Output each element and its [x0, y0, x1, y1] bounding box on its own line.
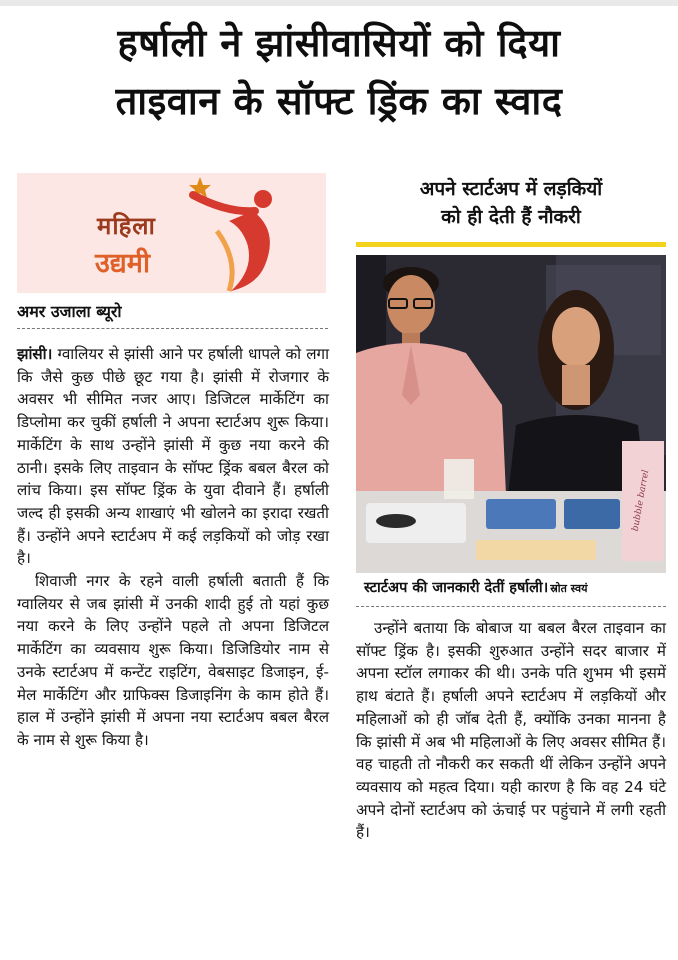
sidebar-heading-line-1: अपने स्टार्टअप में लड़कियों — [419, 178, 603, 200]
mahila-udyami-logo — [17, 173, 326, 293]
byline-divider — [17, 328, 328, 329]
sidebar-heading-line-2: को ही देती हैं नौकरी — [441, 206, 581, 228]
headline — [0, 14, 678, 130]
article-paragraph-2: शिवाजी नगर के रहने वाली हर्षाली बताती हैं कि ग्वालियर से जब झांसी में उनकी शादी हुई तो यहां कुछ नया करने के लिए उन्होंने पहले तो अपना डिजिटल मार्केटिंग का व्यवसाय शुरू किया। डिजिडियोर नाम से उनके स्टार्टअप में कन्टेंट राइटिंग, वेबसाइट डिजाइन, ई-मेल मार्केटिंग और ग्राफिक्स डिजाइनिंग के काम होते हैं। हाल में उन्होंने झांसी में अपना नया स्टार्टअप बबल बैरल के नाम से शुरू किया है। — [17, 572, 329, 749]
byline: अमर उजाला ब्यूरो — [17, 302, 122, 321]
headline-line-2: ताइवान के सॉफ्ट ड्रिंक का स्वाद — [115, 79, 563, 123]
woman-face — [552, 307, 600, 367]
caption-text: स्टार्टअप की जानकारी देतीं हर्षाली। — [364, 580, 549, 596]
logo-figure-graphic — [17, 173, 326, 293]
top-strip — [0, 0, 678, 6]
dateline: झांसी। — [17, 345, 53, 363]
sidebar-accent-bar — [356, 242, 666, 247]
photo-illustration — [356, 255, 666, 573]
sidebar-heading — [356, 175, 666, 231]
figure-head — [254, 190, 272, 208]
figure-arm — [193, 195, 255, 211]
article-photo — [356, 255, 666, 573]
logo-word-mahila: महिला — [97, 212, 156, 240]
article-paragraph-3: उन्होंने बताया कि बोबाज या बबल बैरल ताइवान का सॉफ्ट ड्रिंक है। इसकी शुरुआत उन्होंने सदर बाजार में अपना स्टॉल लगाकर की थी। उनके पति शुभम भी इसमें हाथ बंटाते हैं। हर्षाली अपने स्टार्टअप में लड़कियों और महिलाओं को ही जॉब देती हैं, क्योंकि उनका मानना है कि झांसी में अब भी महिलाओं के लिए अवसर सीमित हैं। वह चाहती तो नौकरी कर सकती थीं लेकिन उन्होंने अपने व्यवसाय को महत्व दिया। यही कारण है कि वह 24 घंटे अपने दोनों स्टार्टअप को ऊंचाई पर पहुंचाने में लगी रहती हैं। — [356, 619, 666, 842]
article-right-column — [356, 617, 666, 844]
photo-source: स्रोत स्वयं — [550, 582, 588, 595]
photo-caption — [364, 577, 587, 597]
banner-text: bubble barrel — [630, 469, 652, 533]
article-left-column — [17, 343, 329, 752]
paragraph-1-text: ग्वालियर से झांसी आने पर हर्षाली धापले को लगा कि जैसे कुछ पीछे छूट गया है। झांसी में रोजगार के अवसर भी सीमित नजर आए। डिजिटल मार्केटिंग का डिप्लोमा कर चुकीं हर्षाली ने अपना स्टार्टअप शुरू किया। मार्केटिंग के साथ उन्होंने झांसी में कुछ नया करने की ठानी। इसके लिए ताइवान के सॉफ्ट ड्रिंक बबल बैरल को लांच किया। इस सॉफ्ट ड्रिंक के युवा दीवाने हैं। हर्षाली जल्द ही इसकी अन्य शाखाएं भी खोलने का इरादा रखती हैं। उन्होंने अपने स्टार्टअप में कई लड़कियों को जोड़ रखा है। — [17, 345, 330, 568]
logo-word-udyami: उद्यमी — [95, 248, 150, 279]
headline-line-1: हर्षाली ने झांसीवासियों को दिया — [117, 21, 561, 65]
figure-body — [229, 211, 270, 291]
caption-divider — [356, 606, 666, 607]
man-face — [387, 275, 435, 335]
article-paragraph-1 — [17, 343, 329, 570]
figure-swoosh — [217, 231, 232, 291]
